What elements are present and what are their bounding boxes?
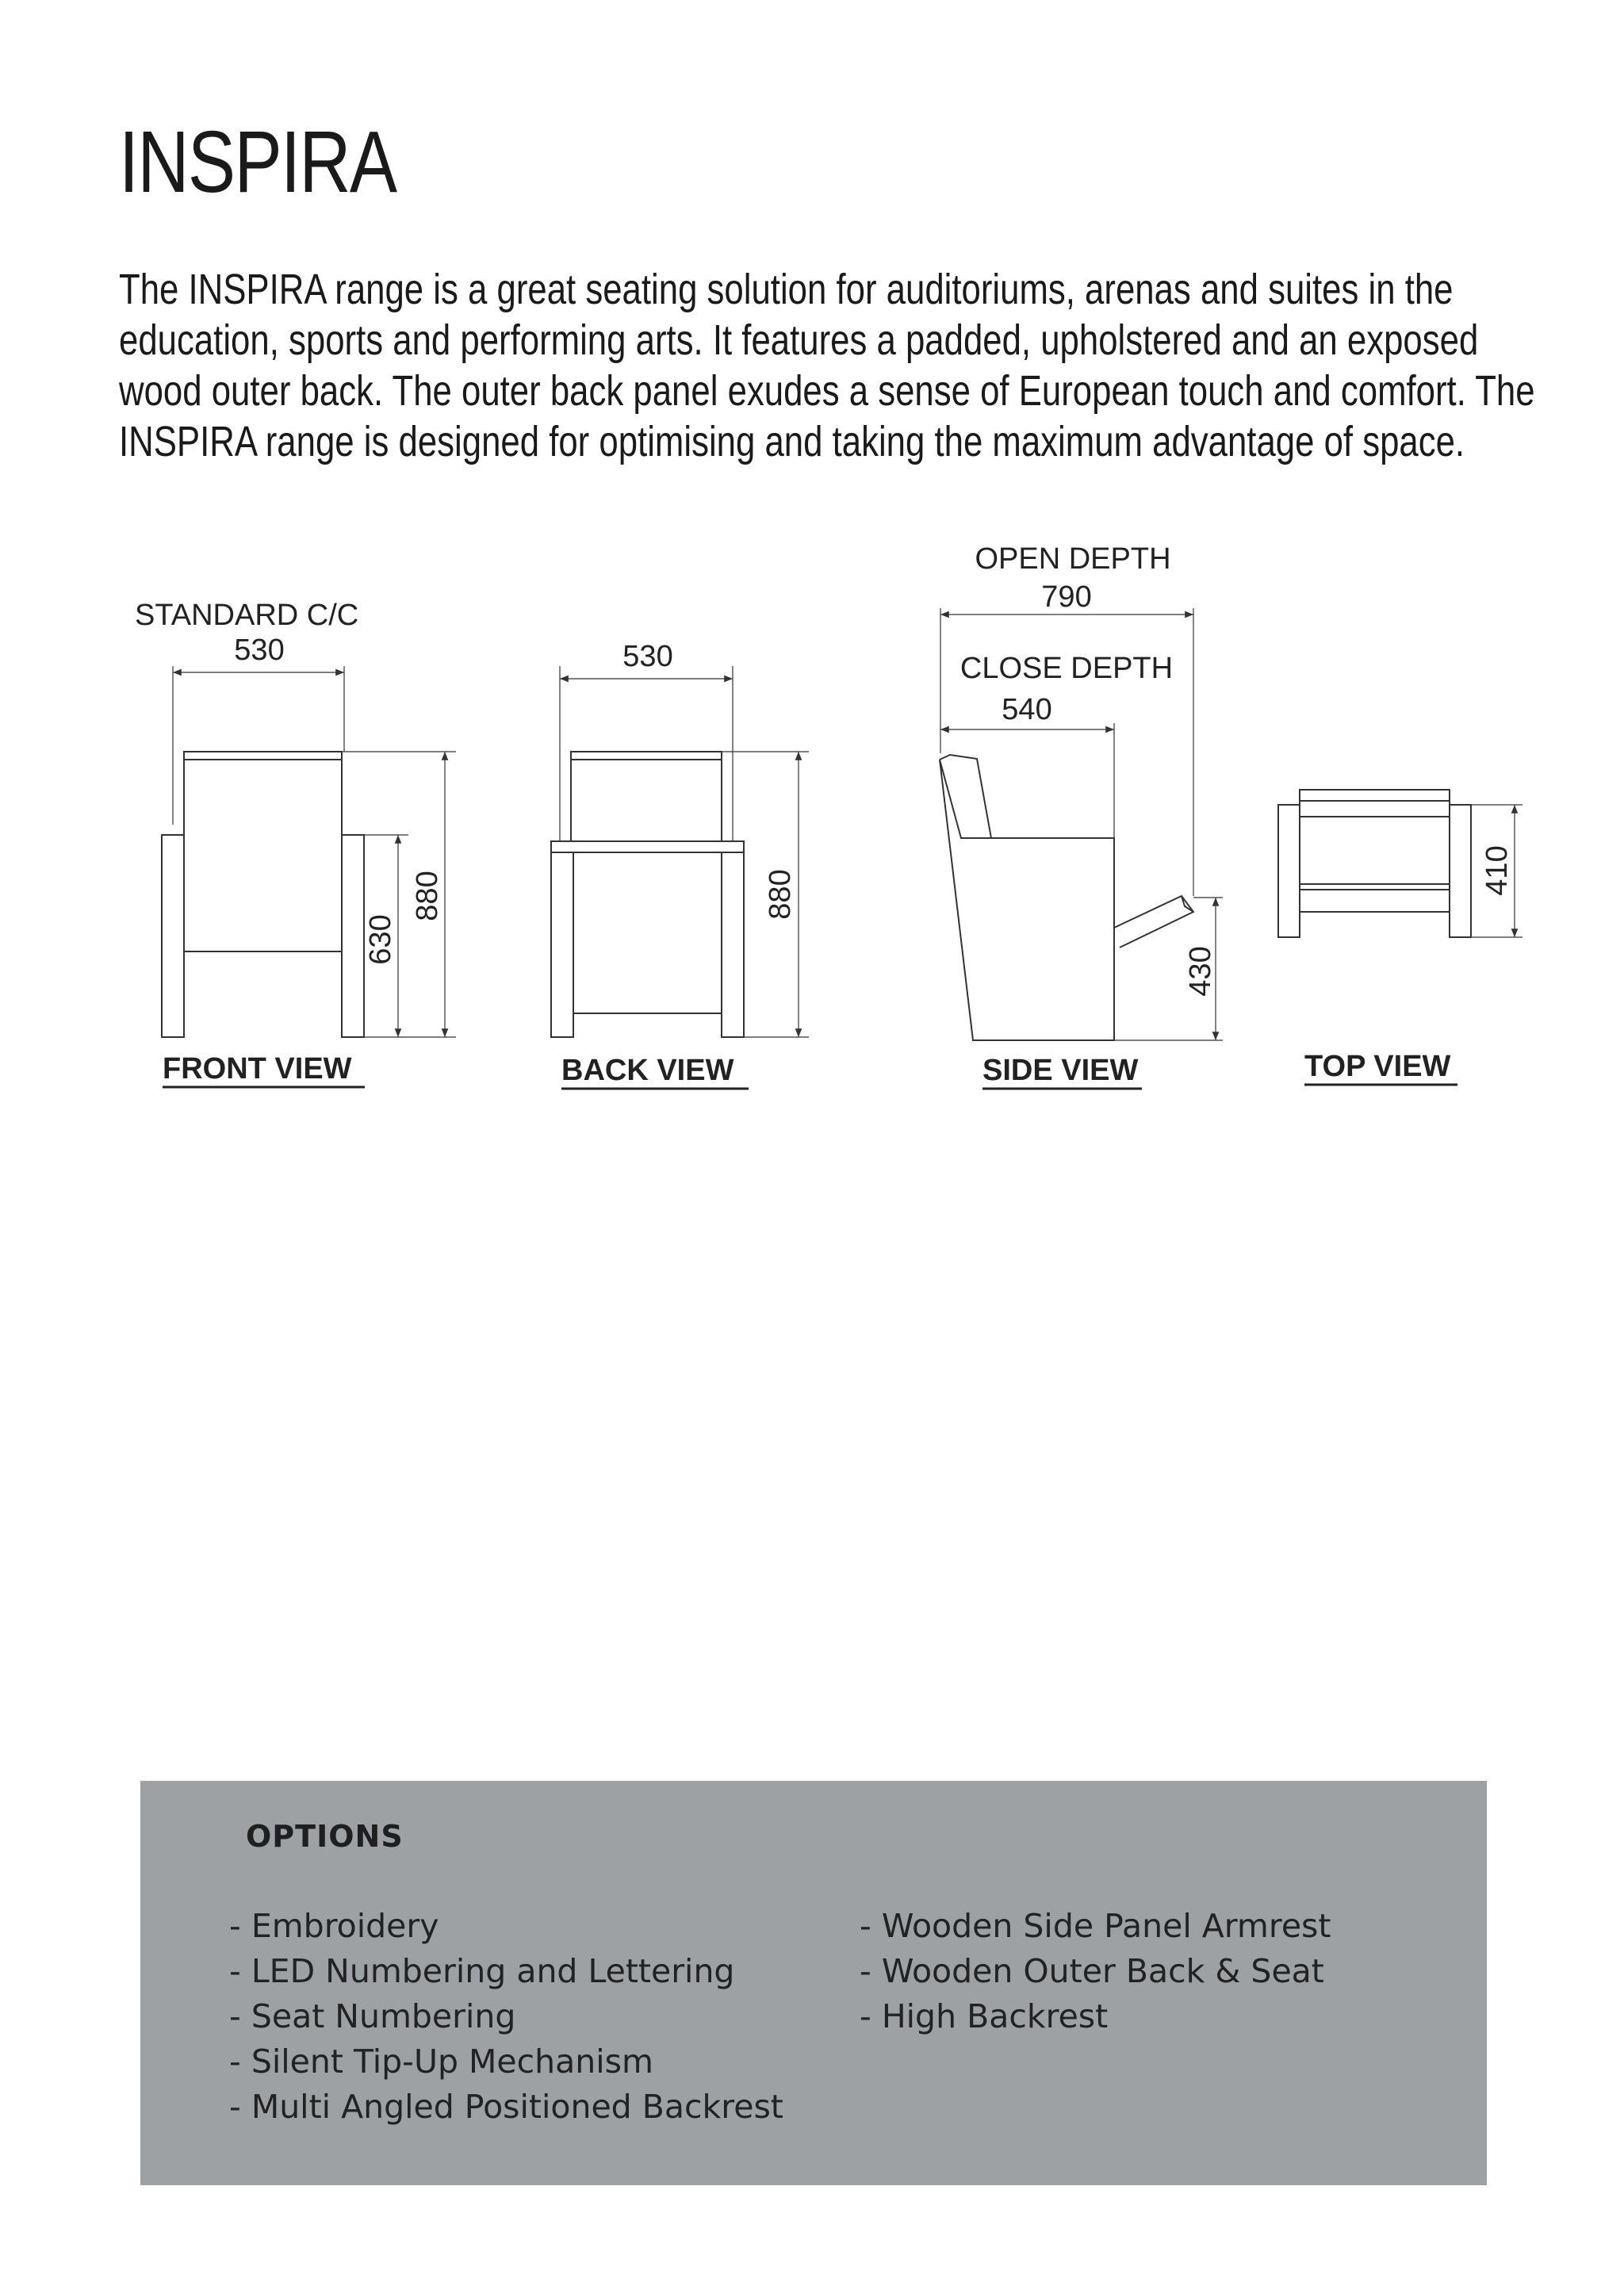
intro-line: wood outer back. The outer back panel exudes a sense of European touch and comfort. The [119, 367, 1535, 415]
option-item: - Embroidery [229, 1907, 439, 1945]
intro-line: INSPIRA range is designed for optimising and taking the maximum advantage of space. [119, 418, 1465, 465]
options-list-right [860, 1904, 1331, 2039]
options-heading: OPTIONS [246, 1819, 404, 1854]
intro-line: education, sports and performing arts. It features a padded, upholstered and an exposed [119, 316, 1479, 364]
side-close-caption: CLOSE DEPTH [959, 652, 1174, 685]
front-view-drawing [162, 666, 456, 1037]
option-item: - Wooden Outer Back & Seat [860, 1952, 1324, 1990]
option-item: - LED Numbering and Lettering [229, 1952, 735, 1990]
page-title: INSPIRA [119, 113, 396, 211]
options-list-left [229, 1904, 783, 2130]
options-panel [140, 1781, 1487, 2185]
top-depth-label: 410 [1480, 845, 1514, 896]
option-item: - High Backrest [860, 1997, 1109, 2035]
back-view-drawing [551, 666, 809, 1037]
front-width-label: 530 [234, 634, 285, 667]
option-item: - Wooden Side Panel Armrest [860, 1907, 1331, 1945]
back-total-height-label: 880 [764, 869, 797, 920]
top-view-label: TOP VIEW [1304, 1050, 1451, 1083]
front-seat-height-label: 630 [364, 914, 397, 965]
front-view-label: FRONT VIEW [163, 1052, 352, 1085]
front-total-height-label: 880 [411, 871, 444, 921]
option-item: - Silent Tip-Up Mechanism [229, 2043, 653, 2081]
intro-line: The INSPIRA range is a great seating solution for auditoriums, arenas and suites in the [119, 266, 1454, 313]
back-view-label: BACK VIEW [561, 1054, 734, 1087]
option-item: - Seat Numbering [229, 1997, 516, 2035]
side-open-depth-label: 790 [1041, 580, 1092, 614]
back-width-label: 530 [622, 640, 673, 673]
side-seat-height-label: 430 [1184, 946, 1217, 997]
side-view-label: SIDE VIEW [982, 1054, 1139, 1087]
side-open-caption: OPEN DEPTH [975, 542, 1171, 576]
option-item: - Multi Angled Positioned Backrest [229, 2088, 783, 2126]
side-close-depth-label: 540 [1002, 693, 1052, 726]
front-caption: STANDARD C/C [135, 599, 359, 632]
